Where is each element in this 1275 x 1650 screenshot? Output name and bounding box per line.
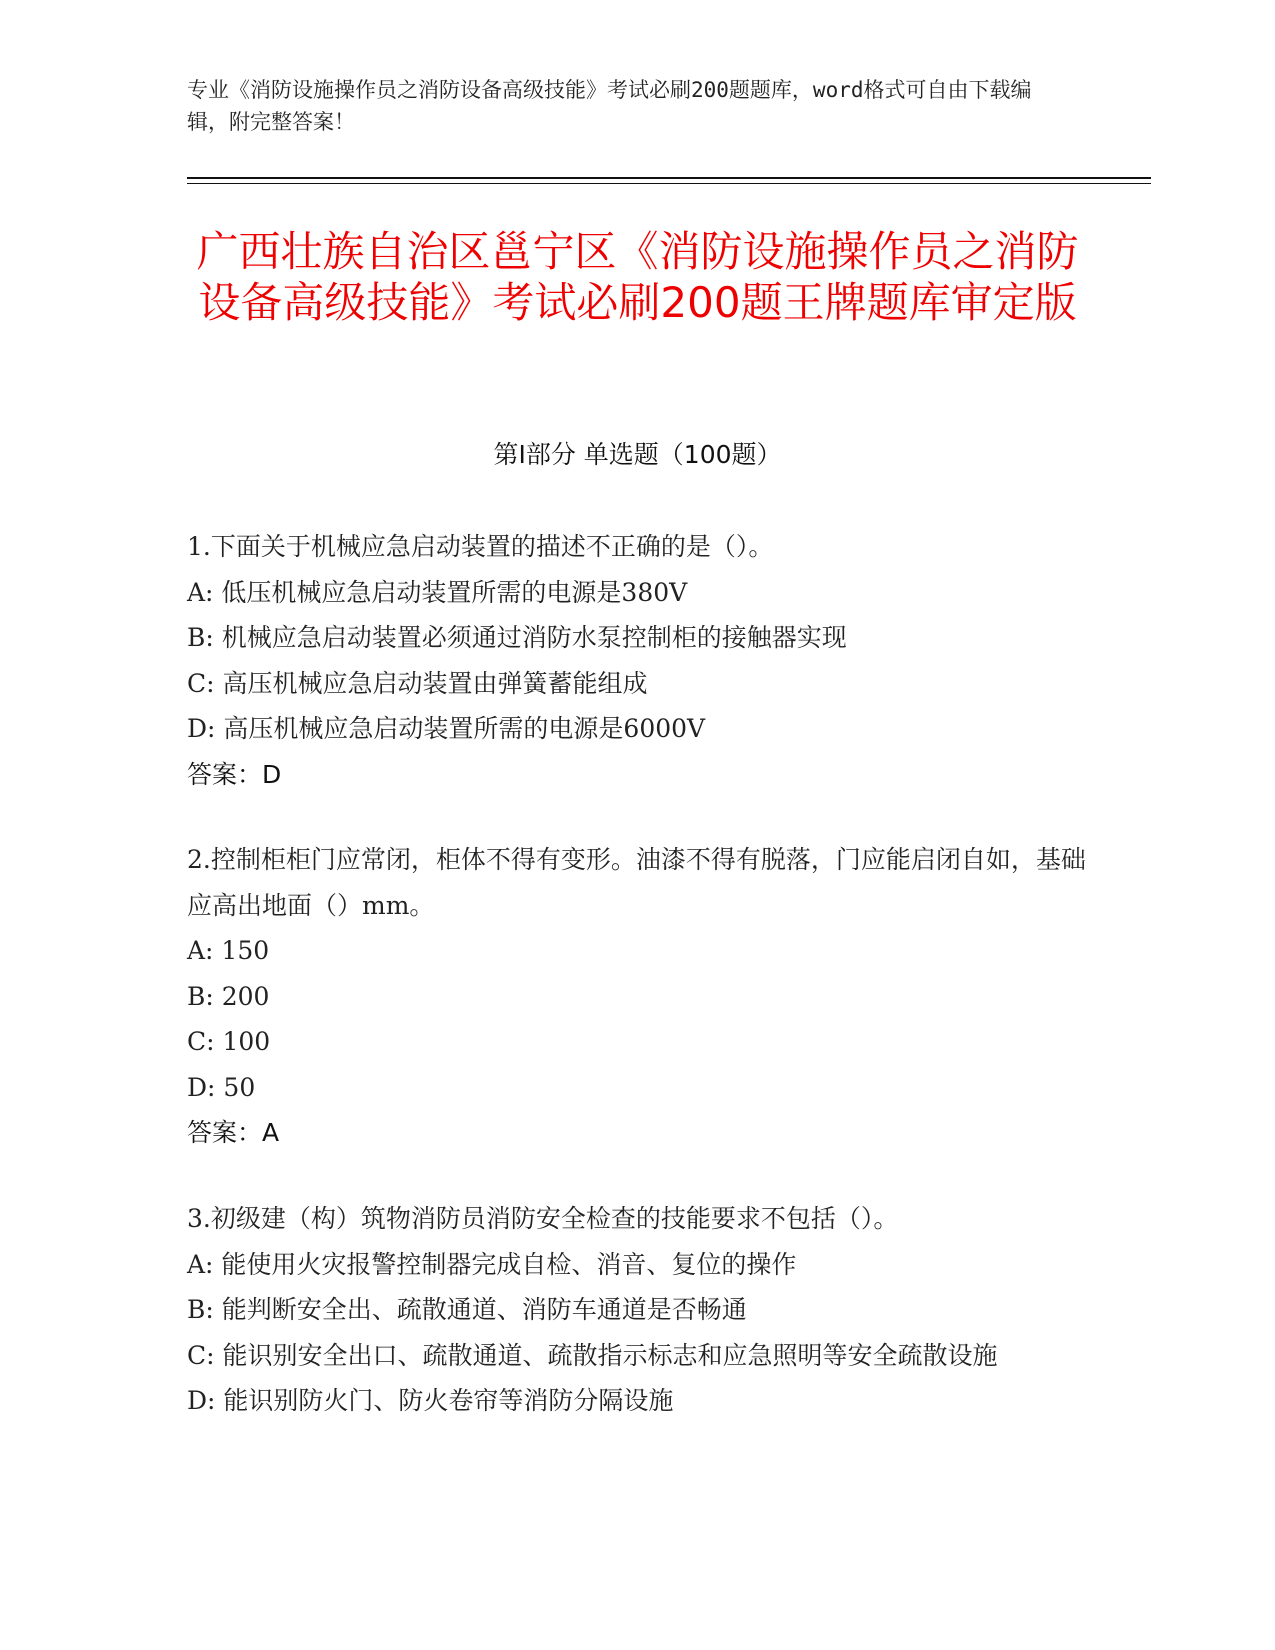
question-2 (187, 837, 1087, 1156)
question-1 (187, 524, 1087, 797)
option-b: B: 能判断安全出、疏散通道、消防车通道是否畅通 (187, 1295, 747, 1324)
option-a: A: 能使用火灾报警控制器完成自检、消音、复位的操作 (187, 1249, 797, 1279)
option-d: D: 能识别防火门、防火卷帘等消防分隔设施 (187, 1386, 674, 1415)
option-c: C: 100 (187, 1027, 271, 1056)
option-c: C: 能识别安全出口、疏散通道、疏散指示标志和应急照明等安全疏散设施 (187, 1340, 998, 1370)
option-d: D: 50 (187, 1072, 256, 1102)
option-c: C: 高压机械应急启动装置由弹簧蓄能组成 (187, 668, 648, 698)
option-b: B: 机械应急启动装置必须通过消防水泵控制柜的接触器实现 (187, 623, 847, 652)
answer-text: 答案：D (187, 759, 282, 789)
option-d: D: 高压机械应急启动装置所需的电源是6000V (187, 714, 706, 743)
header-divider-thick (187, 177, 1151, 179)
document-title: 广西壮族自治区邕宁区《消防设施操作员之消防设备高级技能》考试必刷200题王牌题库审定版 (196, 227, 1079, 327)
question-stem: 1.下面关于机械应急启动装置的描述不正确的是（）。 (187, 532, 774, 561)
option-a: A: 低压机械应急启动装置所需的电源是380V (187, 577, 688, 607)
question-3 (187, 1196, 1087, 1424)
option-a: A: 150 (187, 936, 270, 965)
question-stem: 2.控制柜柜门应常闭，柜体不得有变形。油漆不得有脱落，门应能启闭自如，基础应高出地面（）mm。 (187, 845, 1086, 920)
header-divider-thin (187, 183, 1151, 184)
question-stem: 3.初级建（构）筑物消防员消防安全检查的技能要求不包括（）。 (187, 1204, 899, 1233)
section-heading: 第I部分 单选题（100题） (493, 440, 782, 469)
answer-text: 答案：A (187, 1118, 280, 1147)
header-note: 专业《消防设施操作员之消防设备高级技能》考试必刷200题题库，word格式可自由下载编辑，附完整答案！ (187, 78, 1032, 134)
option-b: B: 200 (187, 981, 270, 1011)
